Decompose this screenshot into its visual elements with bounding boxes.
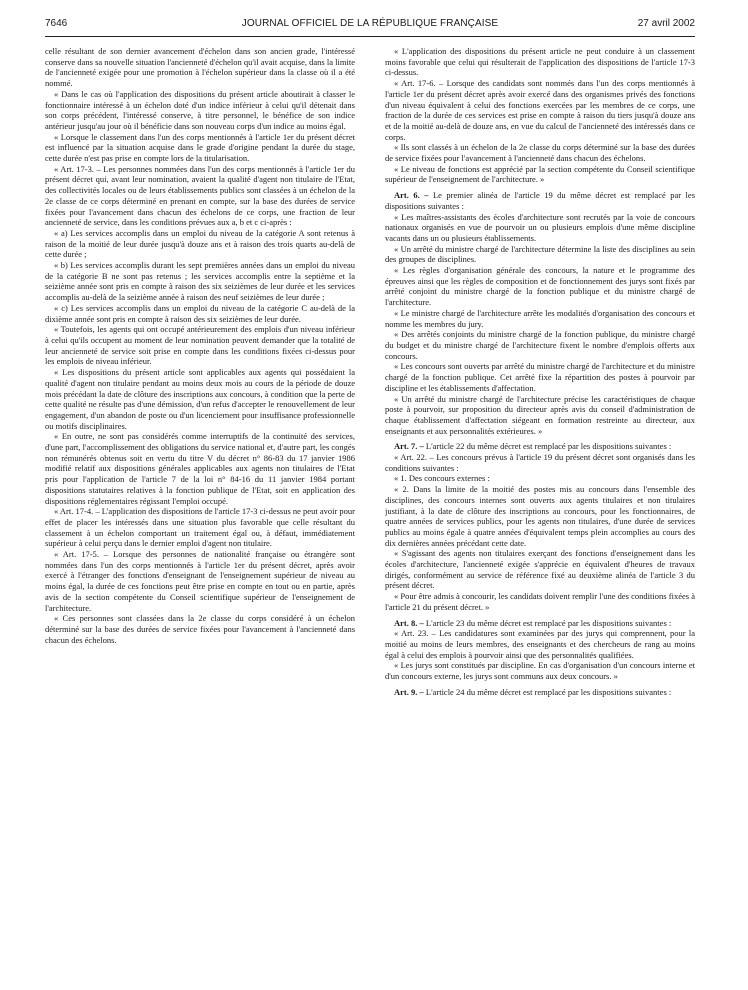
page-number: 7646 [45,18,68,29]
paragraph [385,394,695,437]
paragraph: « Art. 17-4. – L'application des dispositions de l'article 17-3 ci-dessus ne peut avoir pour effet de placer les intéressés dans une situation plus favorable que celle résultant du classement à un échelon comportant un traitement égal ou, à défaut, immédiatement supérieur à celui perçu dans le dernier emploi d'agent non titulaire. [45,506,355,549]
journal-title: JOURNAL OFFICIEL DE LA RÉPUBLIQUE FRANÇAISE [241,18,499,29]
paragraph-text: « 2. Dans la limite de la moitié des postes mis au concours dans l'ensemble des disciplines, des concours internes sont ouverts aux agents titulaires et non titulaires justifiant, à la date de clôture des inscriptions au concours, pour les fonctionnaires, de quatre années de services publics, pour les agents non titulaires, d'une durée de services publics au moins égale à quatre années d'équivalent temps plein accomplies au cours des dix dernières années précédant cette date. [385,484,695,548]
paragraph-text: « Le niveau de fonctions est apprécié par la section compétente du Conseil scientifique supérieur de l'enseignement de l'architecture. » [385,163,695,185]
article-paragraph [385,618,695,629]
article-label: Art. 8. – [394,617,424,628]
paragraph-text: « Art. 23. – Les candidatures sont examinées par des jurys qui comprennent, pour la moitié au moins de leurs membres, des enseignants et des chercheurs de rang au moins égal à celui des emplois à pourvoir ainsi que des personnalités qualifiées. [385,628,695,660]
paragraph-text: « Un arrêté du ministre chargé de l'architecture détermine la liste des disciplines au sein des groupes de disciplines. [385,243,695,265]
paragraph: « a) Les services accomplis dans un emploi du niveau de la catégorie A sont retenus à raison de la moitié de leur durée jusqu'à douze ans et à raison des trois quarts au-delà de cette durée ; [45,227,355,260]
article-label: Art. 7. – [394,441,424,452]
paragraph-text: « Les concours sont ouverts par arrêté du ministre chargé de l'architecture et du ministre chargé de la fonction publique. Cet arrêté fixe la répartition des postes à pourvoir par discipline et les établissements d'affectation. [385,361,695,393]
paragraph: « c) Les services accomplis dans un emploi du niveau de la catégorie C au-delà de la dixième année sont pris en compte à raison des six seizièmes de leur durée. [45,302,355,324]
article-paragraph [385,441,695,452]
paragraph [385,142,695,163]
article-label: Art. 9. – [394,686,424,697]
paragraph-text: « Les règles d'organisation générale des concours, la nature et le programme des épreuves ainsi que les règles de composition et de fonctionnement des jurys sont fixés par arrêté conjoint du ministre chargé de la fonction publique et du ministre chargé de l'architecture. [385,265,695,308]
paragraph [385,591,695,612]
publication-date: 27 avril 2002 [637,18,695,29]
paragraph-text: « Les maîtres-assistants des écoles d'architecture sont recrutés par la voie de concours nationaux organisés en vue de pourvoir un ou plusieurs emplois d'une même discipline vacants dans un ou plusieurs établissements. [385,211,695,243]
paragraph: « Les dispositions du présent article sont applicables aux agents qui possédaient la qualité d'agent non titulaire pendant au moins deux mois au cours de la période de douze mois précédant la date de clôture des inscriptions aux concours, à condition que la perte de cette qualité ne résulte pas d'une démission, d'un refus d'accepter le renouvellement de leur engagement, d'un abandon de poste ou d'un licenciement pour insuffisance professionnelle ou motifs disciplinaires. [45,367,355,431]
paragraph [385,628,695,660]
paragraph: « Dans le cas où l'application des dispositions du présent article aboutirait à classer le fonctionnaire intéressé à un échelon doté d'un indice inférieur à celui qu'il détenait dans son corps précédent, l'intéressé conserve, à titre personnel, le bénéfice de son indice antérieur jusqu'au jour où il bénéficie dans son nouveau corps d'un indice au moins égal. [45,88,355,131]
paragraph: « Ces personnes sont classées dans la 2e classe du corps considéré à un échelon déterminé sur la base des durées de service fixées pour l'avancement à l'ancienneté dans chacun des échelons. [45,613,355,645]
paragraph [385,244,695,265]
paragraph-text: « Un arrêté du ministre chargé de l'architecture précise les caractéristiques de chaque poste à pourvoir, sur proposition du directeur après avis du conseil d'administration de chaque établissement d'affectation siégeant en formation restreinte au directeur, aux enseignants et aux personnalités extérieures. » [385,393,695,436]
paragraph-text: L'article 23 du même décret est remplacé par les dispositions suivantes : [423,617,672,628]
paragraph [385,548,695,591]
paragraph: « Lorsque le classement dans l'un des corps mentionnés à l'article 1er du présent décret est influencé par la situation acquise dans le grade d'origine pendant la durée du stage, cette durée n'est pas prise en compte lors de la titularisation. [45,131,355,164]
paragraph [385,78,695,142]
paragraph-text: « Ils sont classés à un échelon de la 2e classe du corps déterminé sur la base des durées de service fixées pour l'avancement à l'ancienneté dans chacun des échelons. [385,142,695,164]
article-label: Art. 6. – [394,190,429,201]
paragraph-text: « S'agissant des agents non titulaires exerçant des fonctions d'enseignement dans les écoles d'architecture, l'ancienneté exigée s'apprécie en équivalent d'heures de travaux dirigés, conformément au service de référence fixé au deuxième alinéa de l'article 3 du présent décret. [385,548,695,591]
paragraph [385,452,695,473]
paragraph [385,329,695,361]
article-paragraph [385,190,695,211]
paragraph: « Toutefois, les agents qui ont occupé antérieurement des emplois d'un niveau inférieur à celui qu'ils occupent au moment de leur nomination peuvent demander que la totalité de leur ancienneté de service soit prise en compte dans les conditions fixées ci-dessus pour les emplois de niveau inférieur. [45,324,355,367]
paragraph [385,212,695,244]
article-paragraph [385,687,695,698]
paragraph [385,361,695,393]
paragraph-text: L'article 24 du même décret est remplacé par les dispositions suivantes : [423,686,672,697]
paragraph: « Art. 17-5. – Lorsque des personnes de nationalité française ou étrangère sont nommées dans l'un des corps mentionnés à l'article 1er du présent décret, après avoir exercé à l'étranger des fonctions d'enseignant de l'enseignement supérieur de niveau au moins égal, la durée de ces fonctions peut être prise en compte en tout ou en partie, après avis de la section compétente du Conseil scientifique supérieur de l'enseignement de l'architecture. [45,549,355,613]
paragraph [385,164,695,185]
paragraph [385,484,695,548]
paragraph-text: « Le ministre chargé de l'architecture arrête les modalités d'organisation des concours et nomme les membres du jury. [385,307,695,329]
paragraph-text: « Art. 22. – Les concours prévus à l'article 19 du présent décret sont organisés dans les conditions suivantes : [385,452,695,473]
paragraph: « Art. 17-3. – Les personnes nommées dans l'un des corps mentionnés à l'article 1er du présent décret qui, avant leur nomination, avaient la qualité d'agent non titulaire de l'Etat, des collectivités locales ou de leurs établissements publics sont classées à un échelon de la 2e classe de ce corps déterminé en prenant en compte, sur la base des durées de service fixées pour l'avancement dans chacun des échelons de ce corps, une fraction de leur ancienneté de service, dans les conditions prévues aux a, b et c ci-après : [45,163,355,228]
paragraph-text: « L'application des dispositions du présent article ne peut conduire à un classement moins favorable que celui qui résulterait de l'application des dispositions de l'article 17-3 ci-dessus. [385,46,695,78]
right-column [385,46,695,976]
paragraph: « En outre, ne sont pas considérés comme interruptifs de la continuité des services, d'une part, l'accomplissement des obligations du service national et, d'autre part, les congés non rémunérés obtenus soit en vertu du titre V du décret n° 86-83 du 17 janvier 1986 modifié relatif aux dispositions générales applicables aux agents non titulaires de l'Etat pris pour l'application de l'article 7 de la loi n° 84-16 du 11 janvier 1984 portant dispositions statutaires relatives à la fonction publique de l'Etat, soit en application des dispositions réglementaires régissant l'emploi occupé. [45,431,355,506]
paragraph-text: « Pour être admis à concourir, les candidats doivent remplir l'une des conditions fixées à l'article 21 du présent décret. » [385,591,695,612]
paragraph [385,265,695,308]
paragraph-text: Le premier alinéa de l'article 19 du même décret est remplacé par les dispositions suivantes : [385,190,695,211]
paragraph-text: « Art. 17-6. – Lorsque des candidats sont nommés dans l'un des corps mentionnés à l'article 1er du présent décret après avoir exercé dans des organismes privés des fonctions d'un niveau équivalent à celui des fonctions exercées par les membres de ce corps, une fraction de la durée de ces services est prise en compte à raison du tiers jusqu'à douze ans et de la moitié au-delà de douze ans, en vue du calcul de l'ancienneté des intéressés dans ce corps. [385,78,695,142]
paragraph [385,46,695,78]
left-column [45,46,355,976]
paragraph [385,660,695,681]
page-header [45,14,695,37]
paragraph [385,308,695,329]
paragraph: celle résultant de son dernier avancement d'échelon dans son ancien grade, l'intéressé conserve dans sa nouvelle situation l'ancienneté d'échelon qu'il avait acquise, dans la limite de l'ancienneté exigée pour une promotion à l'échelon supérieur dans la classe où il a été nommé. [45,46,355,89]
paragraph-text: « Des arrêtés conjoints du ministre chargé de la fonction publique, du ministre chargé du budget et du ministre chargé de l'architecture fixent le nombre d'emplois offerts aux concours. [385,329,695,361]
paragraph: « b) Les services accomplis durant les sept premières années dans un emploi du niveau de la catégorie B ne sont pas retenus ; les services accomplis entre la septième et la seizième année sont pris en compte à raison des six seizièmes de leur durée et les services accomplis au-delà de la seizième année à raison des neuf seizièmes de leur durée ; [45,260,355,303]
paragraph-text: L'article 22 du même décret est remplacé par les dispositions suivantes : [423,441,672,452]
paragraph [385,473,695,484]
paragraph-text: « Les jurys sont constitués par discipline. En cas d'organisation d'un concours interne et d'un concours externe, les jurys sont communs aux deux concours. » [385,660,695,682]
paragraph-text: « 1. Des concours externes : [394,473,490,484]
